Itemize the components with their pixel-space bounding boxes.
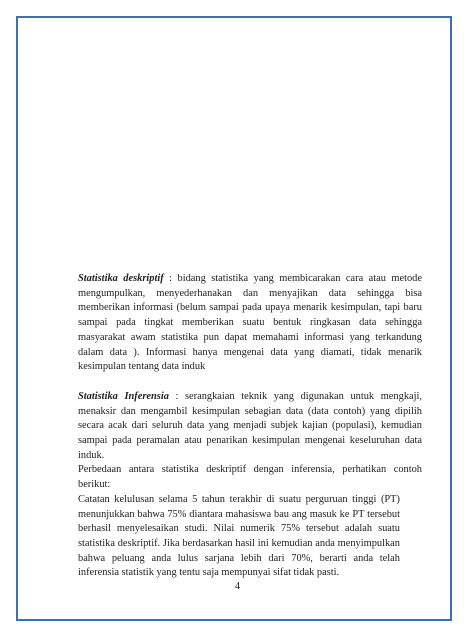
page-content bbox=[78, 272, 422, 581]
comparison-intro-paragraph: Perbedaan antara statistika deskriptif dengan inferensia, perhatikan contoh berikut: bbox=[78, 464, 422, 491]
inferential-statistics-definition: : serangkaian teknik yang digunakan untuk mengkaji, menaksir dan mengambil kesimpulan sebagian data (data contoh) yang dipilih secara acak dari seluruh data yang menjadi subjek kajian (populasi), kemudian sampai pada peramalan atau penarikan kesimpulan mengenai keseluruhan data induk. bbox=[78, 390, 422, 461]
example-paragraph: Catatan kelulusan selama 5 tahun terakhir di suatu perguruan tinggi (PT) menunjukkan bahwa 75% diantara mahasiswa bau ang masuk ke PT tersebut berhasil menyelesaikan studi. Nilai numerik 75% tersebut adalah suatu statistika deskriptif. Jika berdasarkan hasil ini kemudian anda menyimpulkan bahwa peluang anda lulus sarjana lebih dari 70%, berarti anda telah inferensia statistik yang tentu saja mempunyai sifat tidak pasti. bbox=[78, 493, 400, 579]
inferential-statistics-paragraph bbox=[78, 390, 422, 464]
descriptive-statistics-definition: : bidang statistika yang membicarakan cara atau metode mengumpulkan, menyederhanakan dan menyajikan data sehingga bisa memberikan informasi (belum sampai pada upaya menarik kesimpulan, tapi baru sampai pada tingkat memberikan suatu bentuk ringkasan data sehingga masyarakat awam statistika pun dapat memahami informasi yang terkandung dalam data ). Informasi hanya mengenai data yang diamati, tidak menarik kesimpulan tentang data induk bbox=[78, 273, 422, 373]
inferential-statistics-term: Statistika Inferensia bbox=[78, 390, 169, 402]
descriptive-statistics-paragraph bbox=[78, 272, 422, 375]
descriptive-statistics-term: Statistika deskriptif bbox=[78, 273, 164, 284]
page-number: 4 bbox=[234, 581, 241, 592]
